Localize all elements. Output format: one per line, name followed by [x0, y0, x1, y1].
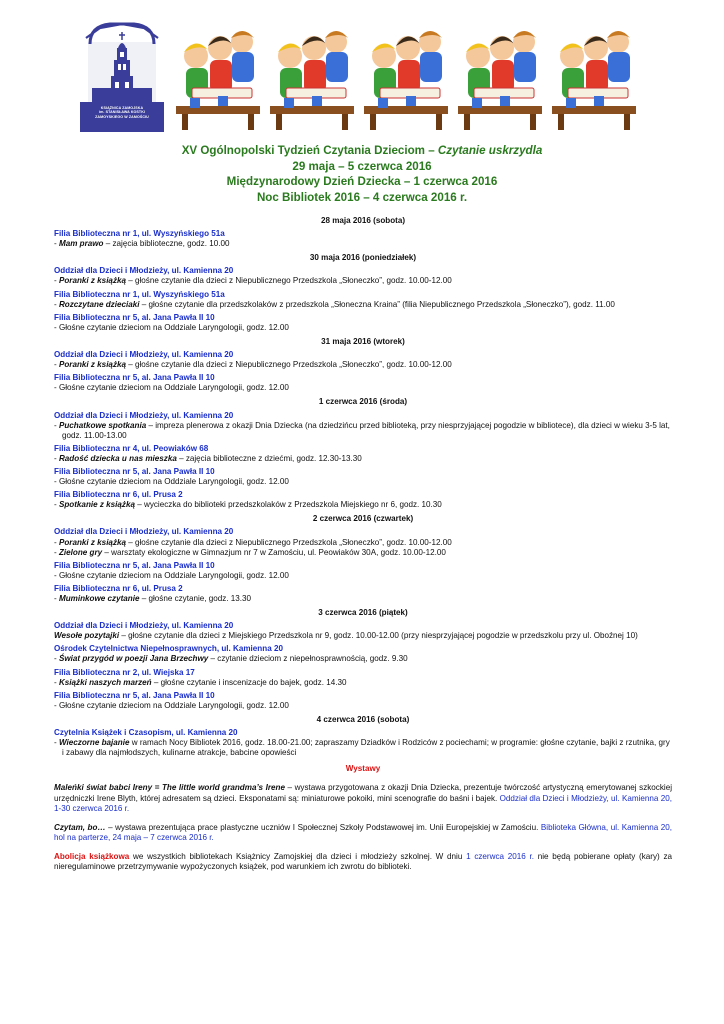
location-heading: Filia Biblioteczna nr 5, al. Jana Pawła II 10 — [54, 690, 215, 700]
day-heading: 4 czerwca 2016 (sobota) — [316, 714, 410, 724]
event-name: Muminkowe czytanie — [58, 594, 140, 603]
day-heading: 30 maja 2016 (poniedziałek) — [309, 253, 417, 263]
event-item — [54, 594, 672, 604]
event-bullet: - — [54, 322, 59, 332]
location-heading: Oddział dla Dzieci i Młodzieży, ul. Kamienna 20 — [54, 266, 234, 276]
event-bullet: - — [54, 239, 59, 249]
event-name: Mam prawo — [58, 239, 104, 249]
page-title-block — [0, 143, 724, 205]
event-details: – warsztaty ekologiczne w Gimnazjum nr 7 w Zamościu, ul. Peowiaków 30A, godz. 10.00-12.00 — [102, 547, 446, 557]
location-heading: Filia Biblioteczna nr 1, ul. Wyszyńskiego 51a — [54, 229, 225, 239]
event-item — [54, 477, 672, 487]
event-details: – zajęcia biblioteczne, godz. 10.00 — [103, 239, 230, 249]
event-details: – głośne czytanie dla dzieci z Niepublicznego Przedszkola „Słoneczko”, godz. 10.00-12.00 — [126, 360, 452, 370]
event-bullet: - — [54, 547, 59, 557]
exhibition-2-text: – wystawa prezentująca prace plastyczne uczniów I Społecznej Szkoły Podstawowej im. Unii Europejskiej w Zamościu. — [105, 822, 541, 832]
event-name: Radość dziecka u nas mieszka — [58, 453, 177, 463]
event-name: Wesołe pozytajki — [54, 631, 120, 641]
location-heading: Oddział dla Dzieci i Młodzieży, ul. Kamienna 20 — [54, 527, 234, 537]
event-details: Głośne czytanie dzieciom na Oddziale Laryngologii, godz. 12.00 — [58, 570, 289, 580]
event-bullet: - — [54, 360, 59, 370]
exhibition-1-text: – wystawa przygotowana z okazji Dnia Dziecka, prezentuje twórczość artystyczną emerytowanej szkockiej urzędniczki Irene Blyth, której adresatem są dzieci. Eksponatami są: miniaturowe pokoiki, mini scenografie do baśni i bajek. — [54, 783, 672, 803]
book-amnesty-label: Abolicja książkowa — [54, 851, 130, 861]
event-name: Świat przygód w poezji Jana Brzechwy — [58, 654, 209, 664]
header — [80, 14, 680, 134]
day-heading: 3 czerwca 2016 (piątek) — [318, 608, 408, 618]
event-item — [54, 548, 672, 558]
location-heading: Oddział dla Dzieci i Młodzieży, ul. Kamienna 20 — [54, 350, 234, 360]
event-bullet: - — [54, 477, 59, 487]
event-details: – czytanie dzieciom z niepełnosprawnością, godz. 9.30 — [208, 654, 408, 664]
location-heading: Filia Biblioteczna nr 6, ul. Prusa 2 — [54, 490, 183, 500]
event-bullet: - — [54, 677, 59, 687]
event-bullet: - — [54, 299, 59, 309]
event-item — [54, 383, 672, 393]
exhibition-2-title: Czytam, bo… — [54, 822, 106, 832]
location-heading: Czytelnia Książek i Czasopism, ul. Kamienna 20 — [54, 728, 238, 738]
event-item — [54, 654, 672, 664]
exhibition-2 — [54, 823, 672, 843]
location-heading: Filia Biblioteczna nr 5, al. Jana Pawła II 10 — [54, 312, 215, 322]
reading-children-illustration-1 — [170, 22, 266, 130]
location-heading: Filia Biblioteczna nr 6, ul. Prusa 2 — [54, 583, 183, 593]
event-name: Poranki z książką — [58, 276, 126, 286]
event-name: Zielone gry — [58, 547, 103, 557]
event-item — [54, 276, 672, 286]
location-heading: Oddział dla Dzieci i Młodzieży, ul. Kamienna 20 — [54, 621, 234, 631]
title-childrens-day: Międzynarodowy Dzień Dziecka – 1 czerwca 2016 — [226, 175, 498, 188]
event-bullet: - — [54, 383, 59, 393]
book-amnesty-date: 1 czerwca 2016 r. — [466, 851, 534, 861]
event-details: – głośne czytanie i inscenizacje do bajek, godz. 14.30 — [151, 677, 347, 687]
location-heading: Oddział dla Dzieci i Młodzieży, ul. Kamienna 20 — [54, 410, 234, 420]
event-schedule — [54, 216, 672, 872]
event-bullet: - — [54, 453, 59, 463]
event-bullet: - — [54, 700, 59, 710]
logo-line-1: KSIĄŻNICA ZAMOJSKA — [100, 106, 144, 110]
event-item — [54, 631, 672, 641]
event-name: Puchatkowe spotkania — [58, 420, 147, 430]
reading-children-illustration-5 — [546, 22, 642, 130]
event-item — [54, 571, 672, 581]
logo-text — [82, 106, 162, 119]
event-item — [54, 678, 672, 688]
event-details: Głośne czytanie dzieciom na Oddziale Laryngologii, godz. 12.00 — [58, 322, 289, 332]
title-line-1 — [0, 143, 724, 159]
location-heading: Filia Biblioteczna nr 1, ul. Wyszyńskiego 51a — [54, 289, 225, 299]
location-heading: Filia Biblioteczna nr 5, al. Jana Pawła II 10 — [54, 466, 215, 476]
location-heading: Filia Biblioteczna nr 5, al. Jana Pawła II 10 — [54, 373, 215, 383]
event-bullet: - — [54, 738, 59, 748]
event-details: w ramach Nocy Bibliotek 2016, godz. 18.00-21.00; zapraszamy Dziadków i Rodziców z pociechami; w programie: głośne czytanie, bajki z rzutnika, gry i zabawy dla najmłodszych, kulinarne atrakcje, babcine opowieści — [62, 738, 670, 758]
event-name: Poranki z książką — [58, 360, 126, 370]
event-bullet: - — [54, 594, 59, 603]
event-bullet: - — [54, 420, 59, 430]
library-logo — [80, 14, 164, 132]
location-heading: Filia Biblioteczna nr 4, ul. Peowiaków 68 — [54, 443, 209, 453]
event-details: Głośne czytanie dzieciom na Oddziale Laryngologii, godz. 12.00 — [58, 383, 289, 393]
event-bullet: - — [54, 654, 59, 664]
event-name: Poranki z książką — [58, 537, 126, 547]
event-name: Wieczorne bajanie — [58, 738, 130, 748]
event-details: – głośne czytanie dla dzieci z Niepublicznego Przedszkola „Słoneczko”, godz. 10.00-12.00 — [126, 276, 452, 286]
event-details: – głośne czytanie dla dzieci z Miejskiego Przedszkola nr 9, godz. 10.00-12.00 (przy niesprzyjającej pogodzie w przedszkolu przy ul. Oboźnej 10) — [119, 631, 638, 641]
reading-children-illustration-2 — [264, 22, 360, 130]
title-dates: 29 maja – 5 czerwca 2016 — [292, 159, 432, 173]
event-details: – głośne czytanie dla przedszkolaków z przedszkola „Słoneczna Kraina” (filia Niepublicznego Przedszkola „Słoneczko”), godz. 11.00 — [139, 299, 615, 309]
event-details: – impreza plenerowa z okazji Dnia Dziecka (na dziedzińcu przed biblioteką, przy niesprzyjającej pogodzie w bibliotece), dla dzieci w wieku 3-5 lat, godz. 11.00-13.00 — [62, 420, 670, 440]
day-heading: 28 maja 2016 (sobota) — [320, 216, 406, 225]
event-details: – głośne czytanie dla dzieci z Niepublicznego Przedszkola „Słoneczko”, godz. 10.00-12.00 — [126, 537, 452, 547]
reading-children-illustration-4 — [452, 22, 548, 130]
event-item — [54, 300, 672, 310]
event-item — [54, 738, 672, 758]
event-item — [54, 454, 672, 464]
exhibition-1 — [54, 783, 672, 813]
exhibition-1-place: Oddział dla Dzieci i Młodzieży, ul. Kamienna 20, 1-30 czerwca 2016 r. — [54, 793, 672, 813]
event-bullet: - — [54, 500, 59, 510]
exhibition-2-place: Biblioteka Główna, ul. Kamienna 20, hol na parterze, 24 maja – 7 czerwca 2016 r. — [54, 822, 672, 842]
event-item — [54, 538, 672, 548]
event-name: Spotkanie z książką — [58, 500, 135, 510]
event-name: Książki naszych marzeń — [58, 677, 152, 687]
exhibitions-heading: Wystawy — [345, 764, 381, 774]
event-item — [54, 421, 672, 441]
event-bullet: - — [54, 537, 59, 547]
title-motto: Czytanie uskrzydla — [437, 144, 543, 157]
day-heading: 31 maja 2016 (wtorek) — [321, 336, 405, 346]
event-details: – głośne czytanie, godz. 13.30 — [139, 594, 252, 603]
location-heading: Filia Biblioteczna nr 2, ul. Wiejska 17 — [54, 667, 195, 677]
event-item — [54, 701, 672, 711]
event-details: – wycieczka do biblioteki przedszkolaków z Przedszkola Miejskiego nr 6, godz. 10.30 — [134, 500, 442, 510]
day-heading: 1 czerwca 2016 (środa) — [318, 397, 408, 407]
event-details: Głośne czytanie dzieciom na Oddziale Laryngologii, godz. 12.00 — [58, 477, 289, 487]
location-heading: Ośrodek Czytelnictwa Niepełnosprawnych, ul. Kamienna 20 — [54, 644, 283, 654]
exhibition-1-title: Maleńki świat babci Ireny = The little world grandma’s Irene — [54, 783, 285, 793]
event-bullet: - — [54, 276, 59, 286]
event-item — [54, 500, 672, 510]
event-bullet: - — [54, 570, 59, 580]
logo-line-2: im. STANISŁAWA KOSTKI — [98, 110, 146, 115]
event-details: Głośne czytanie dzieciom na Oddziale Laryngologii, godz. 12.00 — [58, 700, 289, 710]
event-item — [54, 323, 672, 333]
location-heading: Filia Biblioteczna nr 5, al. Jana Pawła II 10 — [54, 560, 215, 570]
reading-children-illustration-3 — [358, 22, 454, 130]
book-amnesty-text-2: nie będą pobierane opłaty (kary) za nieregulaminowe przetrzymywanie wypożyczonych książek, pod warunkiem ich zwrotu do biblioteki. — [54, 851, 672, 871]
event-item — [54, 360, 672, 370]
title-main: XV Ogólnopolski Tydzień Czytania Dzieciom – — [181, 144, 435, 157]
event-details: – zajęcia biblioteczne z dziećmi, godz. 12.30-13.30 — [176, 453, 362, 463]
title-library-night: Noc Bibliotek 2016 – 4 czerwca 2016 r. — [256, 190, 468, 204]
book-amnesty-text-1: we wszystkich bibliotekach Książnicy Zamojskiej dla dzieci i młodzieży szkolnej. W dniu — [129, 851, 467, 861]
logo-line-3: ZAMOYSKIEGO W ZAMOŚCIU — [95, 114, 149, 119]
day-heading: 2 czerwca 2016 (czwartek) — [312, 514, 414, 524]
book-amnesty — [54, 852, 672, 872]
event-name: Rozczytane dzieciaki — [58, 299, 140, 309]
event-item — [54, 239, 672, 249]
